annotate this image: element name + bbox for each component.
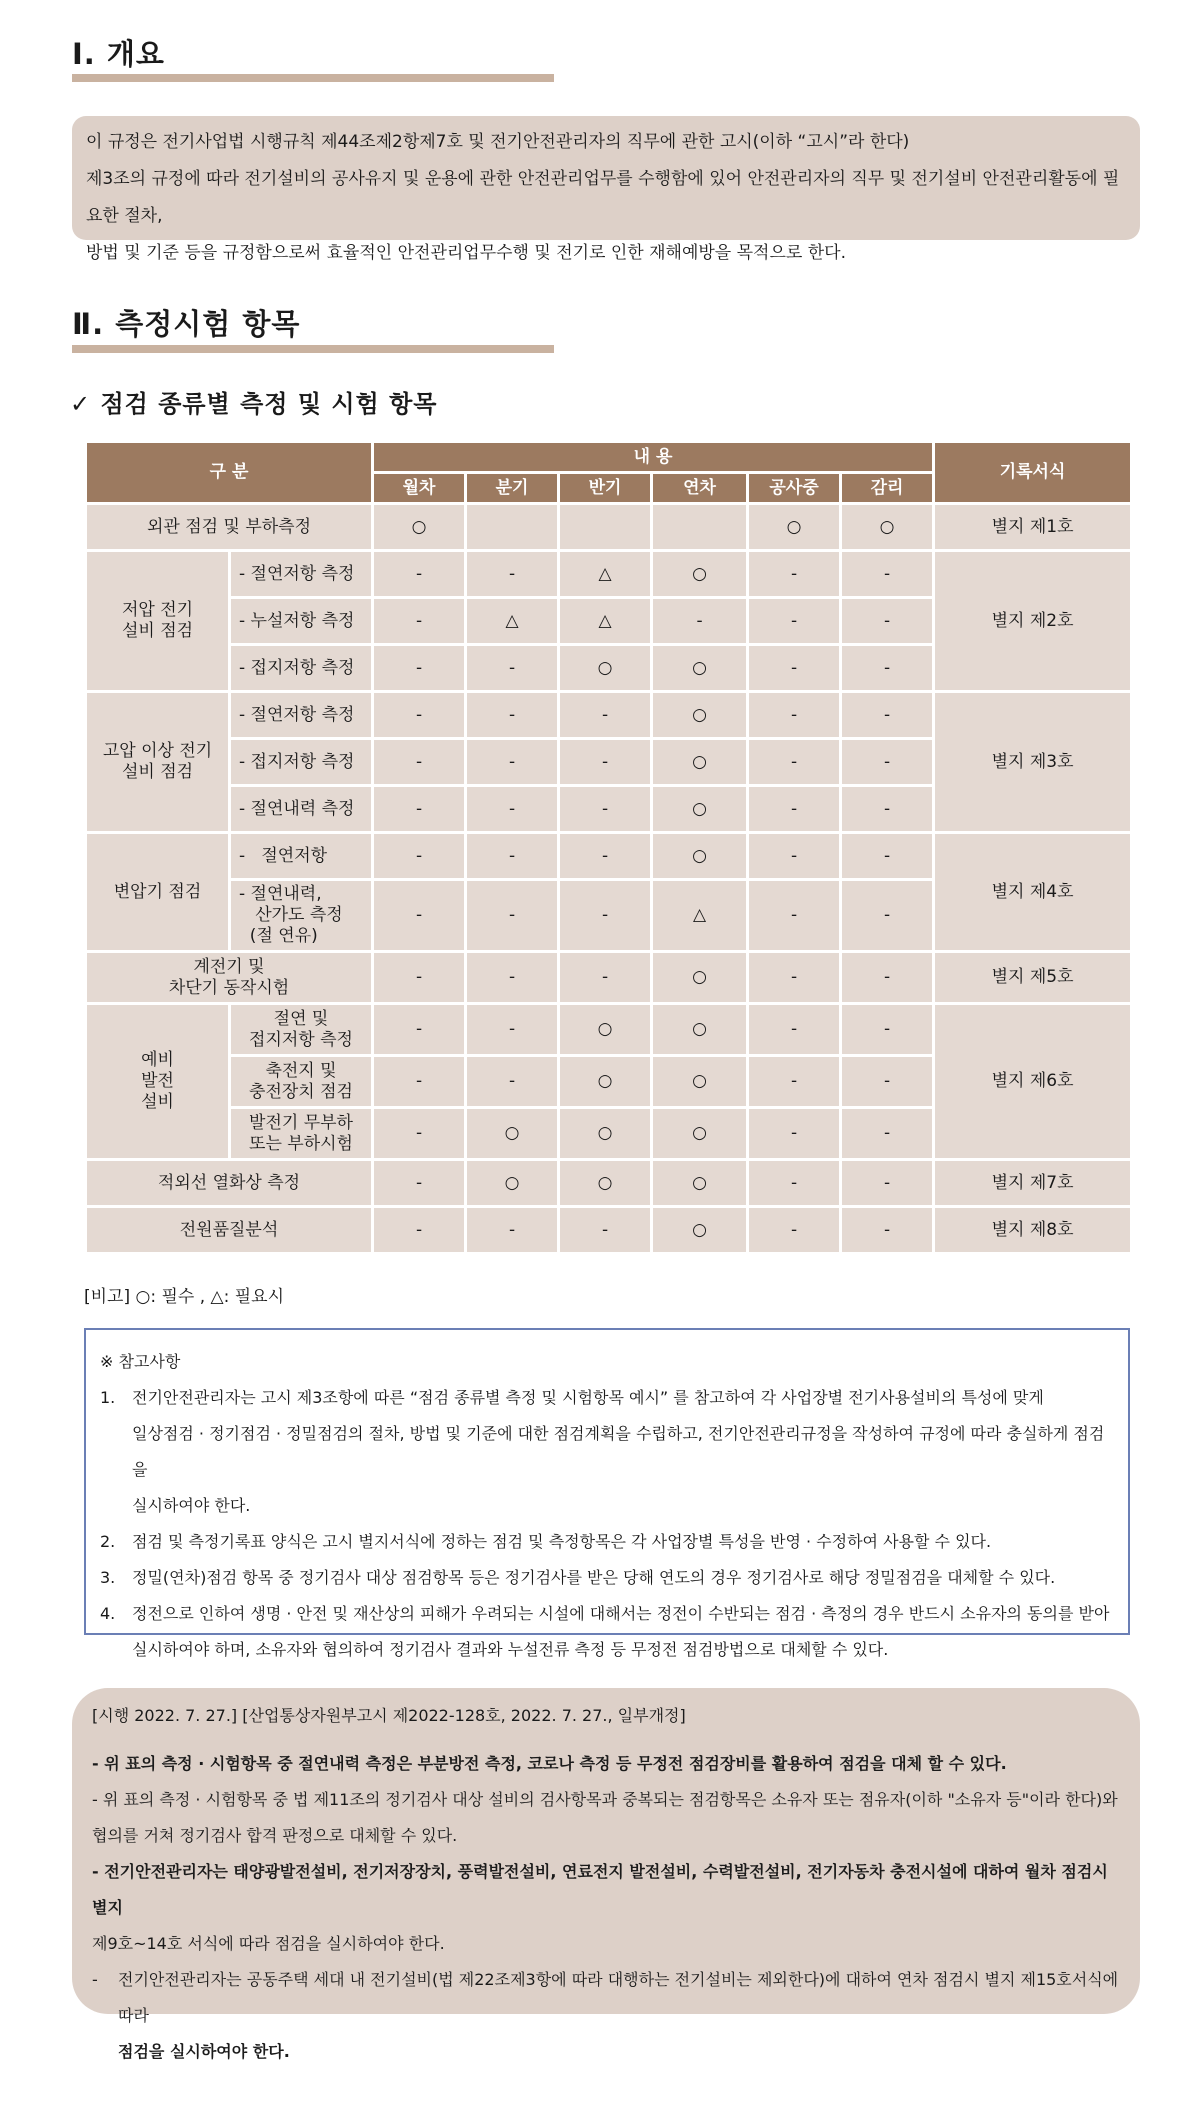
mark-cell: -: [652, 598, 748, 645]
row-group: 고압 이상 전기 설비 점검: [86, 692, 230, 833]
table-row: [86, 692, 1132, 739]
mark-cell: -: [748, 645, 841, 692]
mark-cell: -: [748, 1160, 841, 1207]
mark-cell: ○: [652, 739, 748, 786]
mark-cell: -: [559, 692, 652, 739]
mark-cell: -: [373, 1160, 466, 1207]
mark-cell: -: [466, 692, 559, 739]
mark-cell: -: [559, 1207, 652, 1254]
mark-cell: -: [748, 1108, 841, 1160]
mark-cell: △: [559, 598, 652, 645]
mark-cell: △: [466, 598, 559, 645]
enforcement-box: [72, 1688, 1140, 2061]
mark-cell: -: [841, 598, 934, 645]
inspection-table: [84, 440, 1133, 1255]
header-col: 반기: [559, 473, 652, 504]
mark-cell: -: [841, 645, 934, 692]
header-content: 내 용: [373, 442, 934, 473]
mark-cell: -: [373, 551, 466, 598]
mark-cell: [652, 504, 748, 551]
mark-cell: -: [559, 952, 652, 1004]
mark-cell: -: [841, 786, 934, 833]
table-row: [86, 1004, 1132, 1056]
mark-cell: -: [841, 1207, 934, 1254]
reference-box: [84, 1328, 1130, 1659]
mark-cell: -: [748, 1056, 841, 1108]
row-group: 전원품질분석: [86, 1207, 373, 1254]
mark-cell: ○: [652, 692, 748, 739]
mark-cell: -: [841, 1004, 934, 1056]
reference-line: 점검 및 측정기록표 양식은 고시 별지서식에 정하는 점검 및 측정항목은 각 사업장별 특성을 반영 · 수정하여 사용할 수 있다.: [132, 1532, 992, 1551]
mark-cell: ○: [652, 833, 748, 880]
mark-cell: -: [748, 692, 841, 739]
mark-cell: ○: [652, 1004, 748, 1056]
mark-cell: -: [841, 1108, 934, 1160]
section2-underline: [72, 345, 554, 353]
mark-cell: ○: [373, 504, 466, 551]
row-item: - 접지저항 측정: [230, 645, 373, 692]
mark-cell: [466, 504, 559, 551]
enforcement-line: 협의를 거쳐 정기검사 합격 판정으로 대체할 수 있다.: [92, 1826, 458, 1845]
form-cell: 별지 제6호: [934, 1004, 1132, 1160]
row-item: - 절연저항 측정: [230, 692, 373, 739]
mark-cell: -: [559, 739, 652, 786]
mark-cell: -: [466, 833, 559, 880]
mark-cell: -: [748, 551, 841, 598]
overview-line: 제3조의 규정에 따라 전기설비의 공사유지 및 운용에 관한 안전관리업무를 수행함에 있어 안전관리자의 직무 및 전기설비 안전관리활동에 필요한 절차,: [86, 169, 1120, 226]
reference-item: [100, 1560, 1112, 1596]
overview-line: 이 규정은 전기사업법 시행규칙 제44조제2항제7호 및 전기안전관리자의 직무에 관한 고시(이하 “고시”라 한다): [86, 132, 910, 152]
reference-line: 전기안전관리자는 고시 제3조항에 따른 “점검 종류별 측정 및 시험항목 예시” 를 참고하여 각 사업장별 전기사용설비의 특성에 맞게: [132, 1388, 1044, 1407]
table-row: [86, 551, 1132, 598]
mark-cell: -: [559, 833, 652, 880]
mark-cell: -: [466, 786, 559, 833]
mark-cell: -: [373, 598, 466, 645]
table-row: [86, 952, 1132, 1004]
form-cell: 별지 제2호: [934, 551, 1132, 692]
row-item: - 절연저항: [230, 833, 373, 880]
mark-cell: -: [373, 952, 466, 1004]
mark-cell: -: [373, 1004, 466, 1056]
form-cell: 별지 제1호: [934, 504, 1132, 551]
enforcement-line: 점검을 실시하여야 한다.: [118, 2042, 290, 2061]
enforcement-line: 제9호~14호 서식에 따라 점검을 실시하여야 한다.: [92, 1934, 445, 1953]
mark-cell: -: [373, 1108, 466, 1160]
header-col: 월차: [373, 473, 466, 504]
row-item: 절연 및 접지저항 측정: [230, 1004, 373, 1056]
header-col: 분기: [466, 473, 559, 504]
mark-cell: -: [373, 645, 466, 692]
mark-cell: ○: [559, 1108, 652, 1160]
mark-cell: -: [559, 880, 652, 952]
mark-cell: -: [748, 786, 841, 833]
mark-cell: -: [748, 739, 841, 786]
mark-cell: -: [373, 739, 466, 786]
dash-mark: -: [92, 1970, 98, 1989]
mark-cell: -: [841, 739, 934, 786]
mark-cell: ○: [652, 551, 748, 598]
overview-box: [72, 116, 1140, 263]
row-group: 외관 점검 및 부하측정: [86, 504, 373, 551]
mark-cell: -: [748, 952, 841, 1004]
mark-cell: -: [373, 786, 466, 833]
mark-cell: ○: [652, 1108, 748, 1160]
header-form: 기록서식: [934, 442, 1132, 504]
mark-cell: ○: [748, 504, 841, 551]
mark-cell: -: [373, 1207, 466, 1254]
mark-cell: ○: [559, 1160, 652, 1207]
table-row: [86, 833, 1132, 880]
enforcement-dash-item: [92, 1962, 1120, 2070]
enforcement-line: - 위 표의 측정 · 시험항목 중 법 제11조의 정기검사 대상 설비의 검사항목과 중복되는 점검항목은 소유자 또는 점유자(이하 "소유자 등"이라 한다)와: [92, 1790, 1118, 1809]
reference-num: 1.: [100, 1388, 116, 1407]
form-cell: 별지 제5호: [934, 952, 1132, 1004]
mark-cell: ○: [559, 645, 652, 692]
mark-cell: ○: [559, 1056, 652, 1108]
row-item: 축전지 및 충전장치 점검: [230, 1056, 373, 1108]
section1-underline: [72, 74, 554, 82]
header-col: 감리: [841, 473, 934, 504]
mark-cell: ○: [559, 1004, 652, 1056]
reference-line: 실시하여야 한다.: [132, 1496, 251, 1515]
reference-line: 일상점검 · 정기점검 · 정밀점검의 절차, 방법 및 기준에 대한 점검계획을 수립하고, 전기안전관리규정을 작성하여 규정에 따라 충실하게 점검을: [132, 1424, 1105, 1479]
mark-cell: -: [841, 880, 934, 952]
mark-cell: -: [373, 1056, 466, 1108]
mark-cell: ○: [652, 952, 748, 1004]
enforcement-header: [시행 2022. 7. 27.] [산업통상자원부고시 제2022-128호, 2022. 7. 27., 일부개정]: [92, 1706, 686, 1725]
table-row: [86, 504, 1132, 551]
mark-cell: -: [466, 952, 559, 1004]
table-legend-note: [비고] ○: 필수 , △: 필요시: [84, 1287, 285, 1307]
row-item: - 접지저항 측정: [230, 739, 373, 786]
row-item: - 절연내력 측정: [230, 786, 373, 833]
mark-cell: -: [466, 1056, 559, 1108]
mark-cell: -: [841, 692, 934, 739]
header-col: 공사중: [748, 473, 841, 504]
header-col: 연차: [652, 473, 748, 504]
row-group: 저압 전기 설비 점검: [86, 551, 230, 692]
form-cell: 별지 제3호: [934, 692, 1132, 833]
reference-num: 2.: [100, 1532, 116, 1551]
reference-title: ※ 참고사항: [100, 1352, 181, 1371]
reference-num: 4.: [100, 1604, 116, 1623]
mark-cell: -: [373, 880, 466, 952]
table-row: [86, 1207, 1132, 1254]
form-cell: 별지 제4호: [934, 833, 1132, 952]
overview-line: 방법 및 기준 등을 규정함으로써 효율적인 안전관리업무수행 및 전기로 인한 재해예방을 목적으로 한다.: [86, 243, 846, 263]
mark-cell: -: [841, 1160, 934, 1207]
mark-cell: ○: [652, 1207, 748, 1254]
mark-cell: -: [748, 1207, 841, 1254]
mark-cell: ○: [466, 1108, 559, 1160]
row-group: 계전기 및 차단기 동작시험: [86, 952, 373, 1004]
enforcement-line: - 전기안전관리자는 태양광발전설비, 전기저장장치, 풍력발전설비, 연료전지 발전설비, 수력발전설비, 전기자동차 충전시설에 대하여 월차 점검시 별지: [92, 1862, 1108, 1917]
row-item: - 누설저항 측정: [230, 598, 373, 645]
reference-line: 실시하여야 하며, 소유자와 협의하여 정기검사 결과와 누설전류 측정 등 무정전 점검방법으로 대체할 수 있다.: [132, 1640, 889, 1659]
mark-cell: -: [841, 1056, 934, 1108]
mark-cell: -: [466, 1004, 559, 1056]
table-row: [86, 1160, 1132, 1207]
mark-cell: -: [373, 692, 466, 739]
mark-cell: -: [466, 739, 559, 786]
row-group: 예비 발전 설비: [86, 1004, 230, 1160]
mark-cell: ○: [652, 1056, 748, 1108]
reference-item: [100, 1380, 1112, 1524]
form-cell: 별지 제8호: [934, 1207, 1132, 1254]
mark-cell: -: [748, 1004, 841, 1056]
mark-cell: ○: [466, 1160, 559, 1207]
mark-cell: ○: [652, 645, 748, 692]
reference-item: [100, 1524, 1112, 1560]
section1-title: Ⅰ. 개요: [72, 37, 165, 71]
mark-cell: -: [841, 551, 934, 598]
reference-line: 정밀(연차)점검 항목 중 정기검사 대상 점검항목 등은 정기검사를 받은 당해 연도의 경우 정기검사로 해당 정밀점검을 대체할 수 있다.: [132, 1568, 1056, 1587]
row-item: 발전기 무부하 또는 부하시험: [230, 1108, 373, 1160]
reference-item: [100, 1596, 1112, 1668]
row-item: - 절연내력, 산가도 측정 (절 연유): [230, 880, 373, 952]
mark-cell: -: [841, 952, 934, 1004]
mark-cell: △: [652, 880, 748, 952]
mark-cell: ○: [841, 504, 934, 551]
mark-cell: -: [748, 833, 841, 880]
section2-title: Ⅱ. 측정시험 항목: [72, 307, 301, 341]
mark-cell: -: [748, 598, 841, 645]
mark-cell: ○: [652, 1160, 748, 1207]
row-group: 변압기 점검: [86, 833, 230, 952]
enforcement-line: - 위 표의 측정 · 시험항목 중 절연내력 측정은 부분방전 측정, 코로나 측정 등 무정전 점검장비를 활용하여 점검을 대체 할 수 있다.: [92, 1754, 1007, 1773]
enforcement-line: 전기안전관리자는 공동주택 세대 내 전기설비(법 제22조제3항에 따라 대행하는 전기설비는 제외한다)에 대하여 연차 점검시 별지 제15호서식에 따라: [118, 1970, 1119, 2025]
row-item: - 절연저항 측정: [230, 551, 373, 598]
mark-cell: [559, 504, 652, 551]
mark-cell: -: [841, 833, 934, 880]
row-group: 적외선 열화상 측정: [86, 1160, 373, 1207]
mark-cell: -: [466, 1207, 559, 1254]
mark-cell: -: [466, 551, 559, 598]
reference-line: 정전으로 인하여 생명 · 안전 및 재산상의 피해가 우려되는 시설에 대해서는 정전이 수반되는 점검 · 측정의 경우 반드시 소유자의 동의를 받아: [132, 1604, 1110, 1623]
mark-cell: -: [373, 833, 466, 880]
mark-cell: -: [466, 645, 559, 692]
mark-cell: ○: [652, 786, 748, 833]
reference-num: 3.: [100, 1568, 116, 1587]
header-category: 구 분: [86, 442, 373, 504]
form-cell: 별지 제7호: [934, 1160, 1132, 1207]
mark-cell: △: [559, 551, 652, 598]
mark-cell: -: [748, 880, 841, 952]
mark-cell: -: [466, 880, 559, 952]
mark-cell: -: [559, 786, 652, 833]
table-subtitle: ✓ 점검 종류별 측정 및 시험 항목: [70, 390, 438, 418]
